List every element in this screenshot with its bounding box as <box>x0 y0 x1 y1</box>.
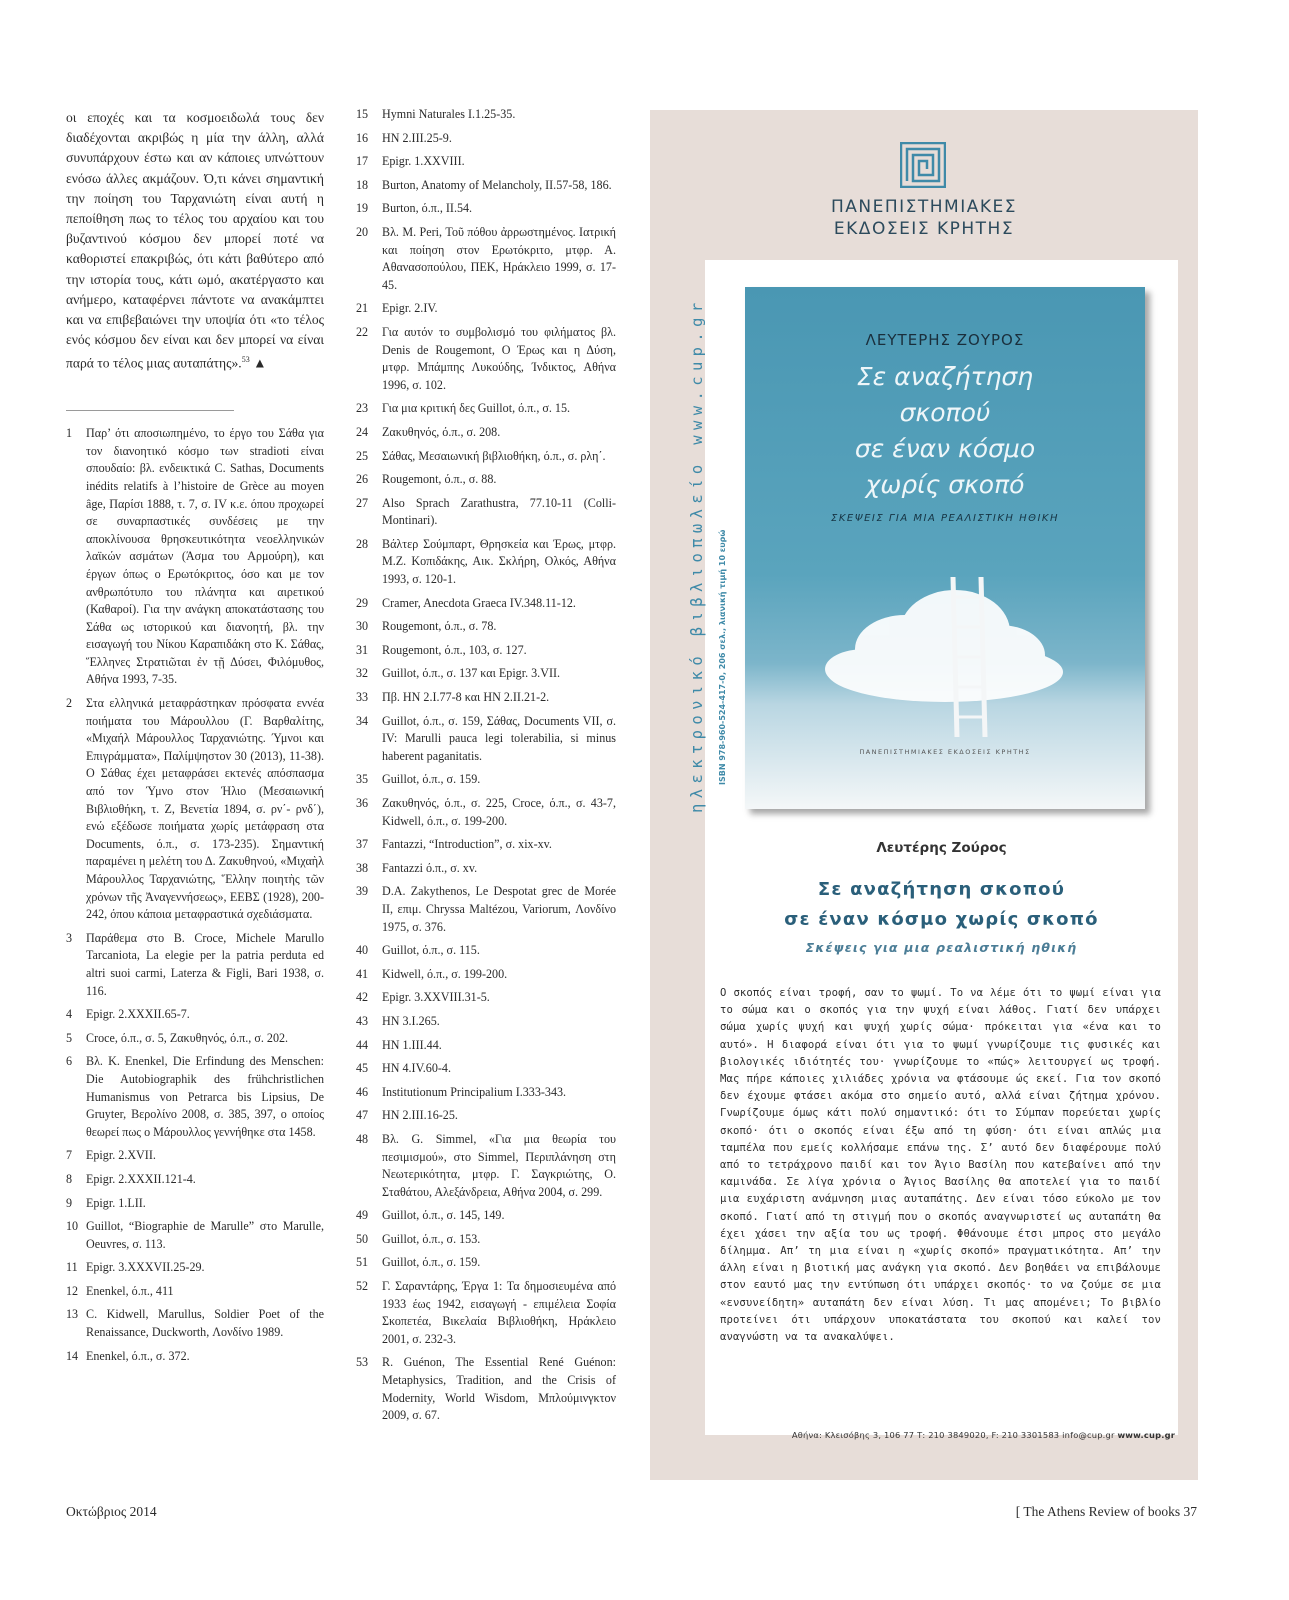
footnote-text: HN 1.III.44. <box>382 1037 442 1052</box>
footnote-item <box>66 1259 324 1277</box>
isbn-vertical-text <box>711 497 731 787</box>
footnote-text: Epigr. 3.XXVIII.31-5. <box>382 990 490 1005</box>
footnote-text: Epigr. 2.XXXII.65-7. <box>86 1007 190 1022</box>
footnote-number: 44 <box>356 1037 369 1052</box>
footnote-number: 46 <box>356 1084 369 1099</box>
footnote-number: 24 <box>356 424 369 439</box>
footnote-item <box>356 1131 616 1201</box>
footnote-item <box>356 400 616 418</box>
footnote-item <box>356 1207 616 1225</box>
footnote-item <box>66 1171 324 1189</box>
footnote-item <box>66 425 324 689</box>
footnote-item <box>66 1348 324 1366</box>
footnote-text: Epigr. 2.XXXII.121-4. <box>86 1171 196 1186</box>
footnote-text: Γ. Σαραντάρης, Έργα 1: Τα δημοσιευμένα από 1933 έως 1942, εισαγωγή - επιμέλεια Σοφία Σκοπετέα, Βικελαία Βιβλιοθήκη, Ηράκλειο 2001, σ. 232-3. <box>382 1279 616 1346</box>
footnote-item <box>356 713 616 766</box>
footnotes-column-2 <box>356 106 616 1431</box>
publisher-name: ΠΑΝΕΠΙΣΤΗΜΙΑΚΕΣ ΕΚΔΟΣΕΙΣ ΚΡΗΤΗΣ <box>830 197 1018 239</box>
footnote-item <box>66 1030 324 1048</box>
ad-contact: Αθήνα: Κλεισόβης 3, 106 77 Τ: 210 3849020, F: 210 3301583 info@cup.gr www.cup.gr <box>791 1430 1175 1440</box>
footnote-text: Στα ελληνικά μεταφράστηκαν πρόσφατα εννέα ποιήματα του Μάρουλλου (Γ. Βαρθαλίτης, «Μιχαήλ Μάρουλλος Ταρχανιώτης. Ύμνοι και Επιγράμματα», Παλίμψηστον 30 (2013), 11-38). Ο Σάθας έχει μεταφράσει εκτενές απόσπασμα από τον Ύμνο στον Ήλιο (Μεσαιωνική Βιβλιοθήκη, τ. Ζ, Βενετία 1894, σ. ρν΄- ρνδ΄), ενώ εξέδωσε ποιήματα χωρίς μετάφραση στα Documents, ό.π., σ. 173-235). Σημαντική παραμένει η μελέτη του Δ. Ζακυθηνού, «Μιχαὴλ Μάρουλλος Ταρχανιώτης, Ἕλλην ποιητὴς τῶν χρόνων τῆς Ἀναγεννήσεως», ΕΕΒΣ (1928), 200-242, όπου κάποια μεταφραστικά σχεδιάσματα. <box>86 696 324 922</box>
footnote-text: Also Sprach Zarathustra, 77.10-11 (Colli-Montinari). <box>382 495 616 528</box>
ad-book-title[interactable]: Σε αναζήτηση σκοπού σε έναν κόσμο χωρίς σκοπό <box>784 879 1099 930</box>
footnote-number: 50 <box>356 1231 369 1246</box>
footnote-item <box>356 836 616 854</box>
footnote-text: Kidwell, ό.π., σ. 199-200. <box>382 966 508 981</box>
footnote-number: 17 <box>356 154 369 169</box>
footnote-item <box>356 1107 616 1125</box>
footnote-number: 40 <box>356 943 369 958</box>
footnote-text: Για αυτόν το συμβολισμό του φιλήματος βλ. Denis de Rougemont, Ο Έρως και η Δύση, μτφρ. Μπάμπης Λυκούδης, Ίνδικτος, Αθήνα 1996, σ. 102. <box>382 324 616 392</box>
footnote-number: 23 <box>356 401 369 416</box>
footnote-number: 7 <box>66 1148 73 1163</box>
footnote-item <box>356 642 616 660</box>
footnote-number: 41 <box>356 966 369 981</box>
footnote-number: 39 <box>356 884 369 899</box>
cover-author: ΛΕΥΤΕΡΗΣ ΖΟΥΡΟΣ <box>865 331 1025 349</box>
footnote-text: Βάλτερ Σούμπαρτ, Θρησκεία και Έρως, μτφρ. Μ.Ζ. Κοπιδάκης, Αικ. Σκλήρη, Ολκός, Αθήνα 1993, σ. 120-1. <box>382 536 616 587</box>
cover-subtitle: ΣΚΕΨΕΙΣ ΓΙΑ ΜΙΑ ΡΕΑΛΙΣΤΙΚΗ ΗΘΙΚΗ <box>831 513 1059 524</box>
footnote-number: 18 <box>356 177 369 192</box>
footnote-text: Βλ. G. Simmel, «Για μια θεωρία του πεσιμισμού», στο Simmel, Περιπλάνηση στη Νεωτερικότητα, μτφρ. Γ. Σαγκριώτης, Ο. Σταθάτου, Αλεξάνδρεια, Αθήνα 2004, σ. 299. <box>382 1131 616 1199</box>
footnote-item <box>356 1254 616 1272</box>
footnote-item <box>356 200 616 218</box>
footer-publication-page: [ The Athens Review of books 37 <box>1015 1504 1197 1519</box>
footnote-text: Guillot, ό.π., σ. 137 και Epigr. 3.VII. <box>382 666 561 681</box>
footnote-item <box>356 448 616 466</box>
footnote-item <box>356 106 616 124</box>
footnote-number: 19 <box>356 201 369 216</box>
footnote-text: Guillot, ό.π., σ. 115. <box>382 943 480 958</box>
footnote-item <box>356 966 616 984</box>
footnote-number: 53 <box>356 1355 369 1370</box>
cover-publisher: ΠΑΝΕΠΙΣΤΗΜΙΑΚΕΣ ΕΚΔΟΣΕΙΣ ΚΡΗΤΗΣ <box>859 748 1031 756</box>
footnote-number: 38 <box>356 860 369 875</box>
footnote-item <box>356 883 616 936</box>
footnote-number: 20 <box>356 224 369 239</box>
footnote-item <box>356 536 616 589</box>
footnote-item <box>66 1306 324 1341</box>
footnote-number: 31 <box>356 642 369 657</box>
footnote-number: 47 <box>356 1108 369 1123</box>
footnote-text: D.A. Zakythenos, Le Despotat grec de Morée II, επιμ. Chryssa Maltézou, Variorum, Λονδίνο 1975, σ. 376. <box>382 884 616 934</box>
footnote-item <box>356 153 616 171</box>
footnote-text: Epigr. 1.LII. <box>86 1195 146 1210</box>
footnote-item <box>66 1053 324 1141</box>
ad-book-subtitle: Σκέψεις για μια ρεαλιστική ηθική <box>805 940 1078 955</box>
footnote-number: 10 <box>66 1219 79 1234</box>
footnote-item <box>356 1060 616 1078</box>
footnote-number: 34 <box>356 713 369 728</box>
book-advertisement <box>650 110 1198 1480</box>
footnote-text: Βλ. Μ. Peri, Τοῦ πόθου ἀρρωστημένος. Ιατρική και ποίηση στον Ερωτόκριτο, μτφρ. Α. Αθανασοπούλου, ΠΕΚ, Ηράκλειο 1999, σ. 17-45. <box>382 224 616 292</box>
footnote-text: Cramer, Anecdota Graeca IV.348.11-12. <box>382 595 576 610</box>
labyrinth-logo-icon <box>900 142 946 188</box>
footnote-item <box>356 1013 616 1031</box>
footnote-text: Burton, Anatomy of Melancholy, II.57-58, 186. <box>382 177 612 192</box>
footnote-item <box>356 595 616 613</box>
footnote-text: Epigr. 2.XVII. <box>86 1148 156 1163</box>
footnote-item <box>356 300 616 318</box>
end-mark-icon: ▲ <box>253 355 267 371</box>
footnote-text: Rougemont, ό.π., σ. 88. <box>382 472 497 487</box>
footnote-text: Ζακυθηνός, ό.π., σ. 208. <box>382 424 501 439</box>
footnote-item <box>356 224 616 294</box>
footnote-number: 27 <box>356 495 369 510</box>
footnote-item <box>66 1006 324 1024</box>
footnote-text: HN 2.III.16-25. <box>382 1108 458 1123</box>
footnote-number: 33 <box>356 690 369 705</box>
footnote-number: 37 <box>356 837 369 852</box>
footnote-item <box>356 1231 616 1249</box>
footnote-item <box>66 695 324 924</box>
footnote-separator <box>66 410 234 411</box>
footnote-number: 42 <box>356 990 369 1005</box>
footnote-text: HN 4.IV.60-4. <box>382 1061 451 1076</box>
footnote-text: Enenkel, ό.π., σ. 372. <box>86 1348 190 1363</box>
footnote-number: 45 <box>356 1061 369 1076</box>
footnote-number: 30 <box>356 619 369 634</box>
footnote-text: Βλ. K. Enenkel, Die Erfindung des Menschen: Die Autobiographik des frühchristlichen Humanismus von Petrarca bis Lipsius, De Gruyter, Βερολίνο 2008, σ. 385, 397, ο οποίος θεωρεί πως ο Μάρουλλος γεννήθηκε στα 1458. <box>86 1054 324 1139</box>
footnote-ref[interactable]: 53 <box>241 355 250 365</box>
footnote-text: Guillot, ό.π., σ. 159. <box>382 772 481 787</box>
footnote-text: Πβ. HN 2.I.77-8 και HN 2.II.21-2. <box>382 690 550 705</box>
footnote-number: 8 <box>66 1171 73 1186</box>
footnote-item <box>356 1354 616 1424</box>
footnote-text: R. Guénon, The Essential René Guénon: Metaphysics, Tradition, and the Crisis of Modernity, World Wisdom, Μπλούμινγκτον 2009, σ. 67. <box>382 1355 616 1423</box>
footnote-item <box>356 795 616 830</box>
footnote-text: Για μια κριτική δες Guillot, ό.π., σ. 15. <box>382 401 571 416</box>
footnote-text: Fantazzi, “Introduction”, σ. xix-xv. <box>382 837 552 852</box>
footnote-item <box>356 177 616 195</box>
footnote-item <box>66 1195 324 1213</box>
footnote-number: 52 <box>356 1279 369 1294</box>
footnote-item <box>356 665 616 683</box>
book-cover[interactable] <box>718 287 1145 809</box>
footnote-number: 3 <box>66 930 73 945</box>
footnote-number: 9 <box>66 1195 73 1210</box>
footer-date: Οκτώβριος 2014 <box>66 1504 157 1519</box>
footnote-number: 21 <box>356 301 369 316</box>
footnote-number: 12 <box>66 1283 79 1298</box>
cover-title: Σε αναζήτηση σκοπού σε έναν κόσμο χωρίς σκοπό <box>854 362 1036 499</box>
svg-text:ηλεκτρονικό βιβλιοπωλείο www.c: ηλεκτρονικό βιβλιοπωλείο www.cup.gr <box>688 297 706 813</box>
ad-description: Ο σκοπός είναι τροφή, σαν το ψωμί. Το να λέμε ότι το ψωμί είναι για το σώμα και ο σκοπός για την ψυχή είναι λάθος. Γιατί δεν υπάρχει σώμα χωρίς ψυχή και ψυχή χωρίς σώμα· πρόκειται για «ένα και το αυτό». Η διαφορά είναι ότι για το ψωμί γνωρίζουμε τις φυσικές και βιολογικές ιδιότητές του· γνωρίζουμε το «πώς» λειτουργεί ως τροφή. Μας πήρε κάποιες χιλιάδες χρόνια να φτάσουμε ώς εκεί. Για τον σκοπό δεν έχουμε φτάσει ακόμα στο σημείο αυτό, αλλά είναι ζήτημα χρόνου. Γνωρίζουμε όμως κάτι πολύ σημαντικό: ότι το Σύμπαν πορεύεται χωρίς σκοπό· ότι ο σκοπός είναι έξω από τη φύση· ότι είναι απλώς μια ταμπέλα που εμείς κολλήσαμε επάνω της. Σ’ αυτό δεν διαφέρουμε πολύ από το τετράχρονο παιδί και τον Άγιο Βασίλη που κατεβαίνει από την καμινάδα. Σε λίγα χρόνια ο Άγιος Βασίλης θα αποτελεί για το παιδί μια ευχάριστη ανάμνηση μιας αυταπάτης. Δεν είναι τόσο εύκολο με τον σκοπό. Γιατί από τη στιγμή που ο σκοπός αναγνωριστεί ως αυταπάτη θα έχει χάσει την αξία του ως τροφή. Φθάνουμε έτσι μπρος στο μεγάλο δίλημμα. Απ’ τη μια είναι η «χωρίς σκοπό» πραγματικότητα. Απ’ την άλλη είναι η βιοτική μας ανάγκη για σκοπό. Δεν βοηθάει να επιβάλουμε στον εαυτό μας την εντύπωση ότι υπάρχει σκοπός· το να ζούμε σε μια «ενσυνείδητη» αυταπάτη δεν είναι λύση. Τι μας απομένει; Το βιβλίο προτείνει ότι υπάρχουν υποκατάστατα του σκοπού και καλεί τον αναγνώστη να τα ανακαλύψει. <box>720 987 1161 1344</box>
footnote-text: Παρ’ ότι αποσιωπημένο, το έργο του Σάθα για τον διανοητικό κόσμο των stradioti είναι σπουδαίο: βλ. ενδεικτικά C. Sathas, Documents inédits relatifs à l’histoire de Grèce au moyen âge, Παρίσι 1888, τ. 7, σ. IV κ.ε. όπου προχωρεί σε συναρπαστικές συνδέσεις με την αποκλίνουσα θρησκευτικότητα νεοελληνικών λαϊκών ασμάτων (Άσμα του Αρμούρη), και έργων όπως ο Ερωτόκριτος, όσο και με τον ανθρωπότυπο του πλάνητα και αιρετικού (Καθαροί). Για την ανάγκη αποκατάστασης του Σάθα ως ιστορικού και διανοητή, βλ. την εισαγωγή του Νίκου Καραπιδάκη στο Κ. Σάθας, Ἕλληνες Στρατιῶται ἐν τῇ Δύσει, Φιλόμυθος, Αθήνα 1993, 7-35. <box>86 426 324 687</box>
footnote-item <box>356 942 616 960</box>
footnote-text: HN 3.I.265. <box>382 1013 440 1028</box>
footnote-number: 35 <box>356 772 369 787</box>
footnote-item <box>356 324 616 394</box>
ad-author: Λευτέρης Ζούρος <box>876 840 1007 856</box>
footnote-text: Παράθεμα στο B. Croce, Michele Marullo Tarcaniota, La elegie per la patria perduta ed altri suoi carmi, Laterza & Figli, Bari 1938, σ. 116. <box>86 930 324 998</box>
footnote-number: 29 <box>356 595 369 610</box>
footnote-item <box>66 1283 324 1301</box>
footnote-text: Epigr. 1.XXVIII. <box>382 154 465 169</box>
footnote-text: Guillot, ό.π., σ. 159. <box>382 1255 481 1270</box>
footnote-text: Rougemont, ό.π., σ. 78. <box>382 619 497 634</box>
footnote-number: 49 <box>356 1208 369 1223</box>
footnote-number: 25 <box>356 448 369 463</box>
footnote-text: Guillot, ό.π., σ. 145, 149. <box>382 1208 505 1223</box>
contact-url-link[interactable]: www.cup.gr <box>1117 1430 1175 1440</box>
footnote-number: 26 <box>356 472 369 487</box>
footnote-number: 28 <box>356 536 369 551</box>
footnote-item <box>356 1037 616 1055</box>
article-column-1 <box>66 108 324 1371</box>
footnote-number: 48 <box>356 1131 369 1146</box>
footnotes-list-2 <box>356 106 616 1425</box>
footnote-text: Epigr. 2.IV. <box>382 301 438 316</box>
footnotes-list-1 <box>66 425 324 1365</box>
footnote-item <box>356 689 616 707</box>
footnote-number: 32 <box>356 666 369 681</box>
footnote-text: C. Kidwell, Marullus, Soldier Poet of the Renaissance, Duckworth, Λονδίνο 1989. <box>86 1307 324 1340</box>
footnote-text: Σάθας, Μεσαιωνική βιβλιοθήκη, ό.π., σ. ρλη΄. <box>382 448 606 463</box>
footnote-number: 5 <box>66 1030 73 1045</box>
footnote-text: HN 2.III.25-9. <box>382 130 452 145</box>
footnote-item <box>356 471 616 489</box>
footnote-item <box>356 618 616 636</box>
footnote-text: Ζακυθηνός, ό.π., σ. 225, Croce, ό.π., σ. 43-7, Kidwell, ό.π., σ. 199-200. <box>382 796 616 828</box>
footnote-item <box>356 1278 616 1348</box>
footnote-number: 4 <box>66 1007 73 1022</box>
footnote-text: Enenkel, ό.π., 411 <box>86 1283 174 1298</box>
footnote-item <box>356 860 616 878</box>
footnote-text: Guillot, ό.π., σ. 153. <box>382 1231 481 1246</box>
footnote-item <box>356 1084 616 1102</box>
footnote-item <box>356 495 616 530</box>
footnote-text: Burton, ό.π., II.54. <box>382 201 473 216</box>
footnote-number: 11 <box>66 1260 78 1275</box>
footnote-number: 16 <box>356 130 369 145</box>
footnote-number: 36 <box>356 796 369 810</box>
footnote-item <box>356 130 616 148</box>
footnote-number: 15 <box>356 107 369 121</box>
footnote-number: 43 <box>356 1013 369 1028</box>
footnote-item <box>66 1147 324 1165</box>
footnote-number: 6 <box>66 1054 73 1069</box>
footnote-number: 14 <box>66 1348 79 1363</box>
footnote-text: Institutionum Principalium I.333-343. <box>382 1084 567 1099</box>
cloud-ladder-image <box>805 537 1085 737</box>
footnote-text: Rougemont, ό.π., 103, σ. 127. <box>382 642 527 657</box>
footnote-text: Guillot, “Biographie de Marulle” στο Marulle, Oeuvres, σ. 113. <box>86 1219 324 1251</box>
footnote-text: Fantazzi ό.π., σ. xv. <box>382 860 478 875</box>
footnote-item <box>356 424 616 442</box>
footnote-item <box>356 989 616 1007</box>
footnote-text: Hymni Naturales I.1.25-35. <box>382 107 516 121</box>
footnote-number: 2 <box>66 696 73 711</box>
footnote-number: 51 <box>356 1255 369 1270</box>
footnote-number: 13 <box>66 1307 79 1322</box>
footnote-text: Croce, ό.π., σ. 5, Ζακυθηνός, ό.π., σ. 202. <box>86 1030 289 1045</box>
footnote-number: 22 <box>356 324 369 339</box>
svg-text:ISBN 978-960-524-417-0, 206 σε: ISBN 978-960-524-417-0, 206 σελ., λιανική τιμή 10 ευρώ <box>718 529 727 785</box>
article-closing-paragraph: οι εποχές και τα κοσμοειδωλά τους δεν διαδέχονται ακριβώς η μία την άλλη, αλλά συνυπάρχουν έστω και αν κάποιες υπνώττουν ενόσω άλλες ακμάζουν. Ό,τι κάνει σημαντική την ποίηση του Ταρχανιώτη είναι αυτή η πεποίθηση πως το τέλος του αρχαίου και του βυζαντινού κόσμου δεν μπορεί ποτέ να καθοριστεί επακριβώς, ότι κάτι βαθύτερο από την ιστορία τους, κάτι ωμό, ακατέργαστο και ανήμερο, καταφέρνει πάντοτε να ανακάμπτει και να επιβεβαιώνει την υποψία ότι «το τέλος ενός κόσμου δεν είναι και δεν μπορεί να είναι παρά το τέλος μιας αυταπάτης».$^{53}$ ▲ <box>66 110 324 371</box>
footnote-item <box>356 771 616 789</box>
footnote-text: Guillot, ό.π., σ. 159, Σάθας, Documents VII, σ. IV: Marulli pauca legi tolerabilia, si minus haberent paganitatis. <box>382 713 616 763</box>
footnote-item <box>66 1218 324 1253</box>
footnote-number: 1 <box>66 426 73 441</box>
footnote-item <box>66 930 324 1000</box>
footnote-text: Epigr. 3.XXXVII.25-29. <box>86 1260 205 1275</box>
